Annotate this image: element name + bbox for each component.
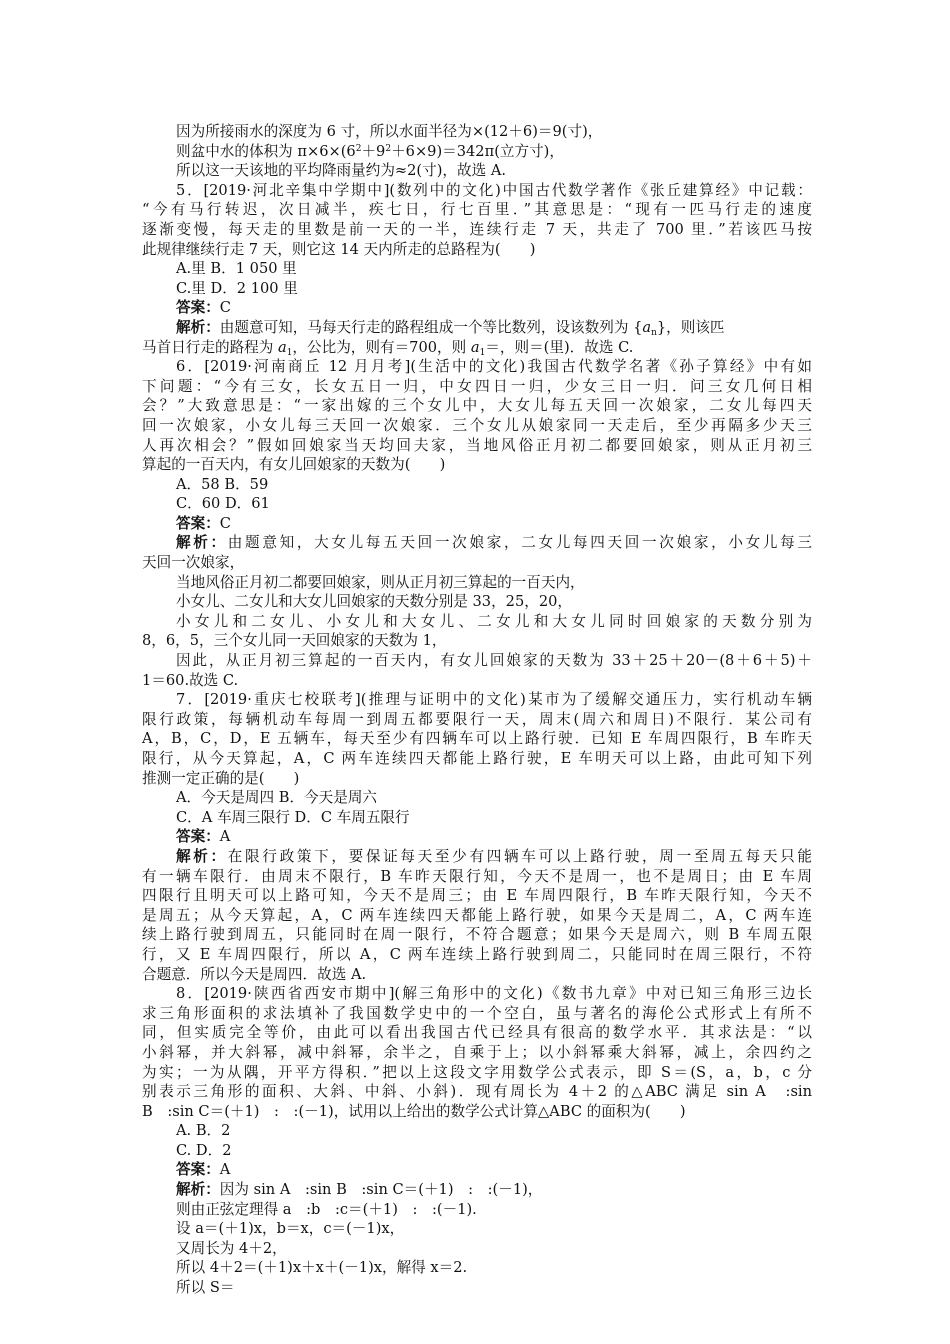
explanation-line: 因此，从正月初三算起的一百天内，有女儿回娘家的天数为 33＋25＋20－(8＋6＋5)＋	[176, 652, 812, 670]
explanation-line: 解析：由题意知，大女儿每五天回一次娘家，二女儿每四天回一次娘家，小女儿每三	[176, 534, 812, 552]
answer-line: 答案：C	[176, 514, 231, 532]
explanation-line: 有一辆车限行．由周末不限行，B 车昨天限行知，今天不是周一，也不是周日；由 E 车周	[142, 867, 812, 885]
text-line: 推测一定正确的是( )	[142, 769, 300, 787]
explanation-line: 续上路行驶到周五，只能同时在周一限行，不符合题意；如果今天是周六，则 B 车周五限	[142, 926, 812, 944]
question-8-stem: 8．[2019·陕西省西安市期中](解三角形中的文化)《数书九章》中对已知三角形三边长	[176, 985, 812, 1003]
answer-line: 答案：A	[176, 1161, 231, 1179]
text-line: 因为所接雨水的深度为 6 寸，所以水面半径为×(12＋6)＝9(寸)，	[176, 123, 603, 140]
text-line: 同，但实质完全等价，由此可以看出我国古代已经具有很高的数学水平．其求法是：“以	[142, 1024, 812, 1042]
document-page	[142, 122, 812, 1298]
answer-line: 答案：A	[176, 828, 231, 846]
explanation-label: 解析：	[176, 847, 228, 865]
question-7-stem: 7．[2019·重庆七校联考](推理与证明中的文化)某市为了缓解交通压力，实行机动车辆	[176, 691, 812, 709]
text-line: 所以这一天该地的平均降雨量约为≈2(寸)，故选 A.	[176, 162, 507, 180]
explanation-label: 解析：	[176, 1181, 220, 1199]
explanation-line: 四限行且明天可以上路可知，今天不是周三；由 E 车周四限行，B 车昨天限行知，今天不	[142, 887, 812, 905]
text-line: 别表示三角形的面积、大斜、中斜、小斜)．现有周长为 4＋2 的△ABC 满足 sin A :sin	[142, 1083, 812, 1101]
option-line: C．A 车周三限行 D．C 车周五限行	[176, 808, 410, 826]
explanation-line: 又周长为 4＋2，	[176, 1239, 287, 1257]
text-line: 算起的一百天内，有女儿回娘家的天数为( )	[142, 456, 446, 474]
text-line: 限行，从今天算起，A，C 两车连续四天都能上路行驶，E 车明天可以上路，由此可知下列	[142, 750, 812, 767]
text-line: 求三角形面积的求法填补了我国数学史中的一个空白，虽与著名的海伦公式形式上有所不	[142, 1004, 812, 1022]
option-line: A. B．2	[176, 1122, 231, 1140]
question-6-stem: 6．[2019·河南商丘 12 月月考](生活中的文化)我国古代数学名著《孙子算经》中有如	[176, 358, 812, 376]
text-line: A，B，C，D，E 五辆车，每天至少有四辆车可以上路行驶．已知 E 车周四限行，B 车昨天	[142, 730, 812, 748]
question-5-stem: 5．[2019·河北辛集中学期中](数列中的文化)中国古代数学著作《张丘建算经》中记载：	[176, 181, 812, 199]
text-line: B :sin C＝(＋1) : :(－1)，试用以上给出的数学公式计算△ABC 的面积为( )	[142, 1102, 686, 1120]
text-line: 此规律继续行走 7 天，则它这 14 天内所走的总路程为( )	[142, 240, 536, 258]
explanation-line: 解析：因为 sin A :sin B :sin C＝(＋1) : :(－1)，	[176, 1181, 543, 1199]
explanation-line: 1＝60.故选 C.	[142, 671, 239, 689]
answer-label: 答案：	[176, 1161, 220, 1179]
text-line: 下问题：“今有三女，长女五日一归，中女四日一归，少女三日一归．问三女几何日相	[142, 377, 812, 395]
text-line: 回一次娘家，小女儿每三天回一次娘家．三个女儿从娘家同一天走后，至少再隔多少天三	[142, 416, 812, 434]
option-line: A．58 B．59	[176, 475, 269, 493]
text-line: 逐渐变慢，每天走的里数是前一天的一半，连续行走 7 天，共走了 700 里．”若该匹马按	[142, 220, 812, 238]
explanation-line: 解析：在限行政策下，要保证每天至少有四辆车可以上路行驶，周一至周五每天只能	[176, 847, 812, 865]
explanation-line: 所以 S＝	[176, 1279, 235, 1297]
explanation-line: 行，又 E 车周四限行，所以 A，C 两车连续上路行驶到周二，只能同时在周三限行，不符	[142, 945, 812, 963]
option-line: A．今天是周四 B．今天是周六	[176, 789, 378, 807]
explanation-line: 设 a＝(＋1)x，b＝x，c＝(－1)x，	[176, 1220, 405, 1238]
explanation-line: 是周五；从今天算起，A，C 两车连续四天都能上路行驶，如果今天是周二，A，C 两车连	[142, 906, 812, 924]
option-line: C．60 D．61	[176, 495, 270, 513]
option-line: C. D．2	[176, 1141, 232, 1159]
text-line: 限行政策，每辆机动车每周一到周五都要限行一天，周末(周六和周日)不限行．某公司有	[142, 710, 812, 728]
explanation-line: 则由正弦定理得 a :b :c＝(＋1) : :(－1).	[176, 1200, 477, 1218]
explanation-line: 合题意．所以今天是周四．故选 A.	[142, 965, 367, 983]
explanation-line: 当地风俗正月初二都要回娘家，则从正月初三算起的一百天内，	[176, 573, 585, 591]
explanation-line: 小女儿、二女儿和大女儿回娘家的天数分别是 33，25，20，	[176, 593, 573, 611]
answer-label: 答案：	[176, 299, 220, 317]
text-line: 人再次相会？”假如回娘家当天均回夫家，当地风俗正月初二都要回娘家，则从正月初三	[142, 436, 812, 454]
explanation-line: 解析：由题意可知，马每天行走的路程组成一个等比数列，设该数列为 $\{a_n\}$，则该匹	[176, 318, 725, 338]
explanation-line: 天回一次娘家，	[142, 554, 245, 572]
answer-label: 答案：	[176, 828, 220, 846]
option-line: A.里 B．1 050 里	[176, 260, 297, 278]
option-line: C.里 D．2 100 里	[176, 279, 298, 297]
answer-label: 答案：	[176, 514, 220, 532]
explanation-line: 8，6，5，三个女儿同一天回娘家的天数为 1，	[142, 632, 447, 650]
answer-line: 答案：C	[176, 299, 231, 317]
text-line: 则盆中水的体积为 $\pi\times 6\times(6^2+9^2+6\times 9)=342\pi$(立方寸)，	[176, 142, 564, 160]
text-line: “今有马行转迟，次日减半，疾七日，行七百里．”其意思是：“现有一匹马行走的速度	[142, 201, 812, 219]
explanation-label: 解析：	[176, 534, 228, 552]
text-line: 为实；一为从隅，开平方得积．”把以上这段文字用数学公式表示，即 S＝(S，a，b，c 分	[142, 1063, 812, 1081]
explanation-label: 解析：	[176, 318, 220, 336]
text-line: 小斜幂，并大斜幂，减中斜幂，余半之，自乘于上；以小斜幂乘大斜幂，减上，余四约之	[142, 1043, 812, 1061]
explanation-line: 小女儿和二女儿、小女儿和大女儿、二女儿和大女儿同时回娘家的天数分别为	[176, 612, 812, 630]
text-line: 会？”大致意思是：“一家出嫁的三个女儿中，大女儿每五天回一次娘家，二女儿每四天	[142, 397, 812, 415]
explanation-line: 所以 4＋2＝(＋1)x＋x＋(－1)x，解得 x＝2.	[176, 1259, 468, 1277]
explanation-line: 马首日行走的路程为 $a_1$，公比为，则有＝700，则 $a_1=$，则＝(里)．故选 C.	[142, 338, 634, 358]
